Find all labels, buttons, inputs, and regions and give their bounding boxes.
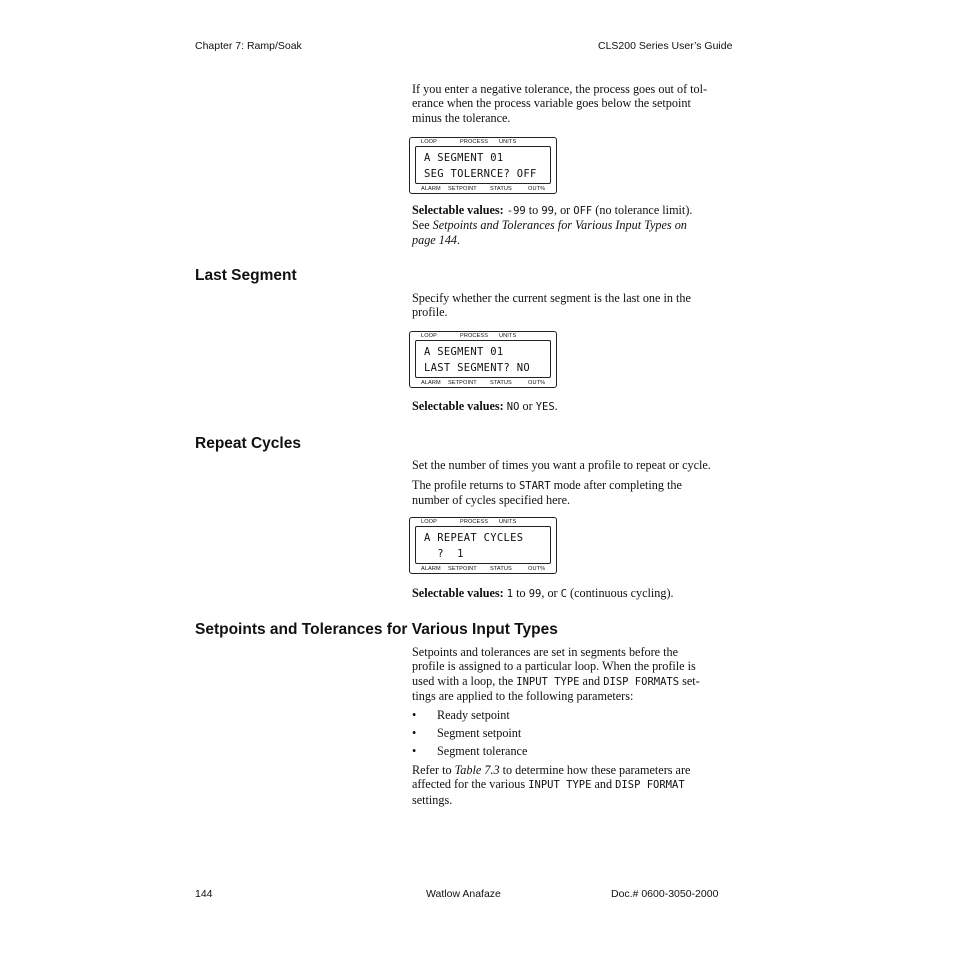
code-value: INPUT TYPE <box>516 675 580 688</box>
lcd-label-alarm: ALARM <box>421 566 441 572</box>
lcd-label-setpoint: SETPOINT <box>448 186 477 192</box>
running-header-chapter: Chapter 7: Ramp/Soak <box>195 40 302 52</box>
code-value: -99 <box>506 205 526 217</box>
code-value: 99 <box>528 588 542 600</box>
footer-company: Watlow Anafaze <box>426 888 501 900</box>
lcd-screen <box>415 340 551 378</box>
lcd-line-2: ? 1 <box>424 548 464 560</box>
selectable-values-tolerance <box>412 203 752 247</box>
selectable-label: Selectable values: <box>412 586 504 600</box>
footer-page-number: 144 <box>195 888 213 900</box>
lcd-label-out: OUT% <box>528 186 546 192</box>
lcd-display-last-segment <box>409 331 557 388</box>
text-run: (continuous cycling). <box>566 586 674 600</box>
text-run: used with a loop, the <box>412 673 517 688</box>
lcd-label-process: PROCESS <box>460 519 489 525</box>
text-run: , or <box>541 586 561 600</box>
paragraph-line: profile. <box>412 305 448 320</box>
lcd-line-1: A SEGMENT 01 <box>424 346 504 358</box>
intro-line: If you enter a negative tolerance, the process goes out of tol- <box>412 82 708 96</box>
text-run: set- <box>679 673 700 688</box>
setpoints-paragraph <box>412 645 752 704</box>
code-value: DISP FORMATS <box>603 675 680 688</box>
code-value: START <box>518 480 551 492</box>
refer-paragraph <box>412 763 752 807</box>
lcd-line-1: A SEGMENT 01 <box>424 152 504 164</box>
paragraph-line: Setpoints and tolerances are set in segments before the <box>412 645 679 659</box>
code-value: NO <box>506 401 520 413</box>
intro-paragraph <box>412 82 742 125</box>
footer-doc-number: Doc.# 0600-3050-2000 <box>611 888 719 900</box>
paragraph-line: tings are applied to the following parameters: <box>412 689 634 704</box>
section-heading-last-segment: Last Segment <box>195 267 297 284</box>
last-segment-paragraph <box>412 291 742 320</box>
lcd-label-process: PROCESS <box>460 333 489 339</box>
cross-reference-page: page 144 <box>412 232 458 247</box>
paragraph-line: Specify whether the current segment is the last one in the <box>412 291 691 305</box>
repeat-cycles-paragraph <box>412 478 742 508</box>
text-run: . <box>554 399 558 413</box>
lcd-screen <box>415 146 551 184</box>
selectable-label: Selectable values: <box>412 203 504 217</box>
code-value: INPUT TYPE <box>528 779 592 792</box>
lcd-label-status: STATUS <box>490 380 512 386</box>
lcd-label-setpoint: SETPOINT <box>448 566 477 572</box>
text-run: and <box>579 673 604 688</box>
paragraph-line: profile is assigned to a particular loop. When the profile is <box>412 659 696 674</box>
lcd-label-status: STATUS <box>490 566 512 572</box>
lcd-label-units: UNITS <box>499 333 517 339</box>
selectable-values-last-segment <box>412 399 742 414</box>
lcd-line-2: LAST SEGMENT? NO <box>424 362 530 374</box>
code-value: 99 <box>541 205 554 217</box>
code-value: C <box>560 588 567 600</box>
lcd-label-out: OUT% <box>528 566 546 572</box>
repeat-cycles-line: Set the number of times you want a profile to repeat or cycle. <box>412 458 711 472</box>
lcd-label-out: OUT% <box>528 380 546 386</box>
code-value: DISP FORMAT <box>615 779 685 792</box>
code-value: 1 <box>506 588 514 600</box>
text-run: affected for the various <box>412 777 529 792</box>
bullet-text: Segment setpoint <box>437 726 522 740</box>
selectable-label: Selectable values: <box>412 399 504 413</box>
text-run: or <box>519 399 536 413</box>
text-run: . <box>457 232 461 247</box>
text-run: to <box>525 203 542 217</box>
code-value: OFF <box>573 205 593 217</box>
lcd-label-status: STATUS <box>490 186 512 192</box>
selectable-values-repeat-cycles <box>412 586 752 601</box>
table-reference: Table 7.3 <box>454 763 503 777</box>
paragraph-line: settings. <box>412 792 453 807</box>
intro-line: minus the tolerance. <box>412 110 511 125</box>
lcd-label-setpoint: SETPOINT <box>448 380 477 386</box>
lcd-display-seg-tolerance <box>409 137 557 194</box>
cross-reference: Setpoints and Tolerances for Various Input Types on <box>432 218 687 233</box>
section-heading-setpoints-tolerances: Setpoints and Tolerances for Various Input Types <box>195 621 558 638</box>
bullet-text: Segment tolerance <box>437 744 528 758</box>
lcd-label-loop: LOOP <box>421 139 437 145</box>
lcd-line-2: SEG TOLERNCE? OFF <box>424 168 537 180</box>
lcd-screen <box>415 526 551 564</box>
section-heading-repeat-cycles: Repeat Cycles <box>195 435 301 452</box>
lcd-display-repeat-cycles <box>409 517 557 574</box>
running-header-guide: CLS200 Series User’s Guide <box>598 40 733 52</box>
text-run: (no tolerance limit). <box>592 203 693 217</box>
text-run: The profile returns to <box>412 478 519 492</box>
text-run: to determine how these parameters are <box>502 763 691 777</box>
lcd-label-loop: LOOP <box>421 333 437 339</box>
paragraph-line: number of cycles specified here. <box>412 493 571 508</box>
lcd-label-alarm: ALARM <box>421 380 441 386</box>
lcd-label-process: PROCESS <box>460 139 489 145</box>
lcd-label-loop: LOOP <box>421 519 437 525</box>
lcd-label-units: UNITS <box>499 139 517 145</box>
lcd-line-1: A REPEAT CYCLES <box>424 532 524 544</box>
intro-line: erance when the process variable goes below the setpoint <box>412 96 691 111</box>
lcd-label-units: UNITS <box>499 519 517 525</box>
text-run: to <box>513 586 529 600</box>
text-run: See <box>412 218 433 233</box>
text-run: Refer to <box>412 763 455 777</box>
lcd-label-alarm: ALARM <box>421 186 441 192</box>
code-value: YES <box>535 401 555 413</box>
text-run: and <box>591 777 616 792</box>
text-run: , or <box>553 203 574 217</box>
text-run: mode after completing the <box>550 478 682 492</box>
bullet-text: Ready setpoint <box>437 708 510 722</box>
